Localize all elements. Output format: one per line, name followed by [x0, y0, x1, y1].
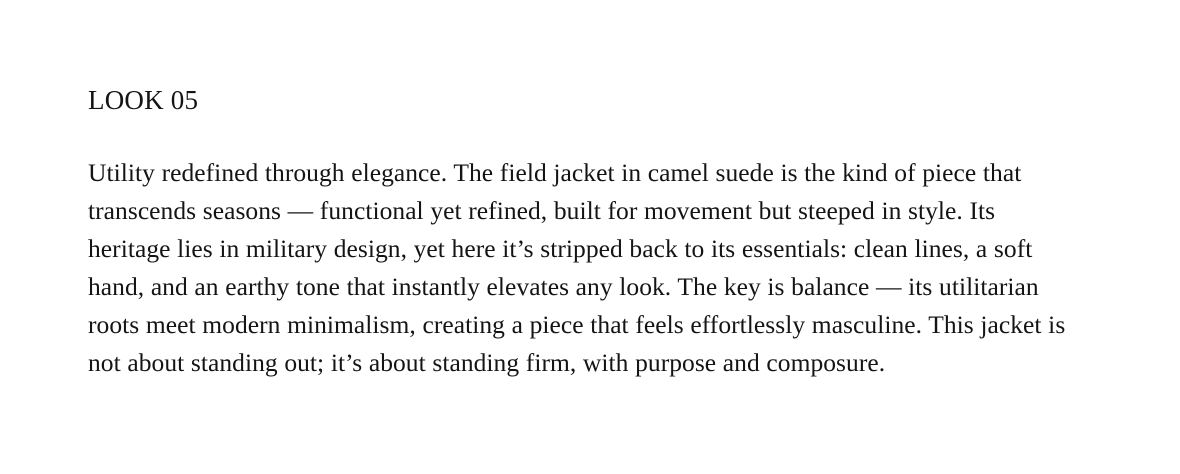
- document-content: [88, 84, 1078, 382]
- page-title: LOOK 05: [88, 85, 199, 115]
- body-paragraph: Utility redefined through elegance. The field jacket in camel suede is the kind of piece that transcends seasons — functional yet refined, built for movement but steeped in style. Its heritage lies in military design, yet here it’s stripped back to its essentials: clean lines, a soft hand, and an earthy tone that instantly elevates any look. The key is balance — its utilitarian roots meet modern minimalism, creating a piece that feels effortlessly masculine. This jacket is not about standing out; it’s about standing firm, with purpose and composure.: [88, 158, 1066, 378]
